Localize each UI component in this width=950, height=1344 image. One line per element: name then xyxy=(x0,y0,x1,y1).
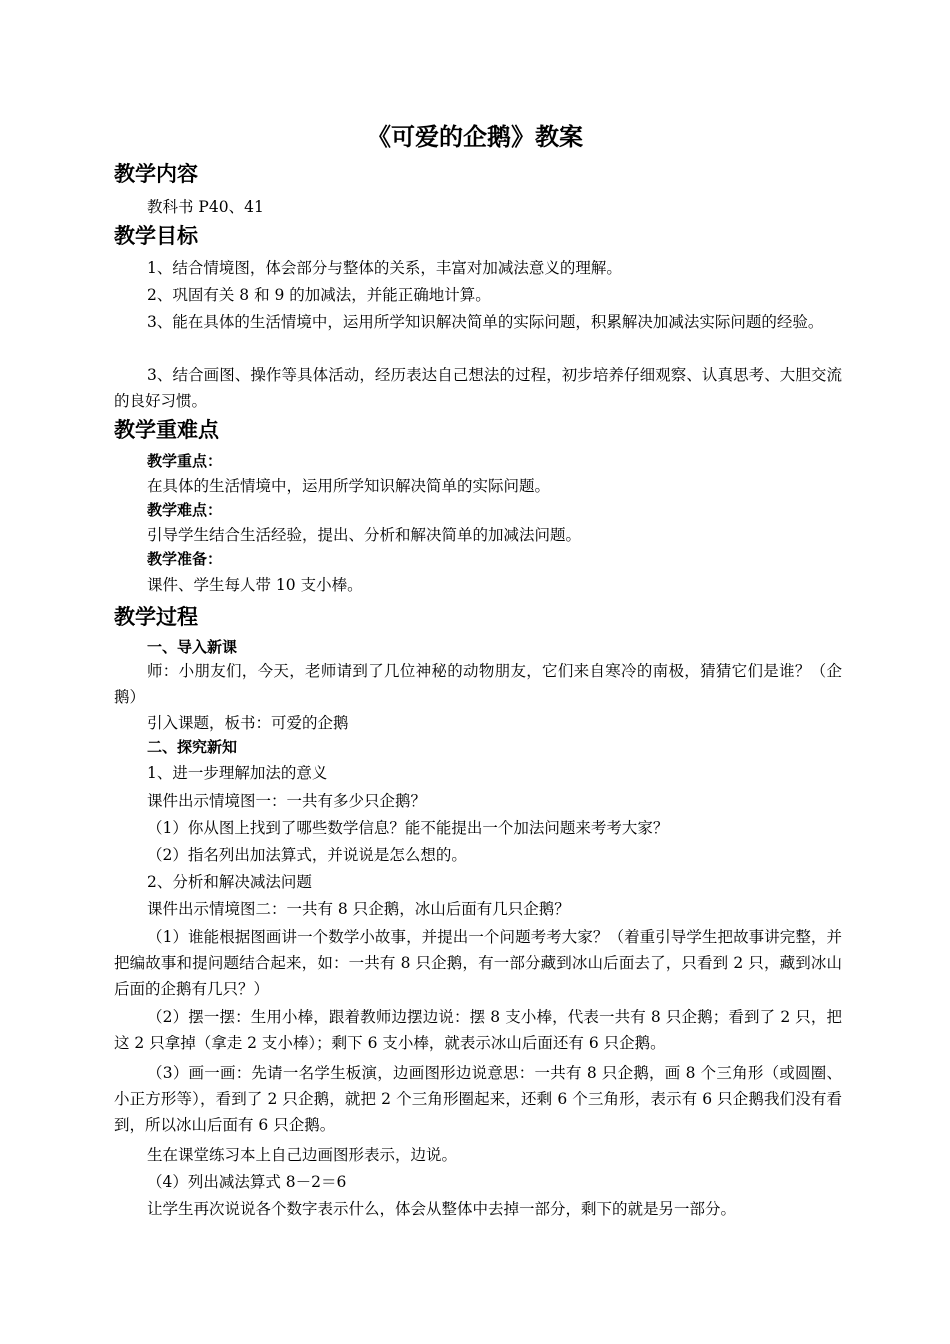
paragraph-step: 2、分析和解决减法问题 xyxy=(147,873,312,891)
paragraph-step: （2）摆一摆：生用小棒，跟着教师边摆边说：摆 8 支小棒，代表一共有 8 只企鹅；看到了 2 只，把这 2 只拿掉（拿走 2 支小棒）；剩下 6 支小棒，就表示冰山后面还有 6 只企鹅。 xyxy=(114,1008,842,1052)
paragraph-step: （2）指名列出加法算式，并说说是怎么想的。 xyxy=(147,846,467,864)
section-heading-content: 教学内容 xyxy=(114,161,198,186)
paragraph-step: 课件出示情境图一：一共有多少只企鹅？ xyxy=(147,792,427,810)
paragraph-step: （1）谁能根据图画讲一个数学小故事，并提出一个问题考考大家？（着重引导学生把故事讲完整，并把编故事和提问题结合起来，如：一共有 8 只企鹅，有一部分藏到冰山后面去了，只看到 2 只，藏到冰山后面的企鹅有几只？） xyxy=(114,928,842,998)
paragraph-step: 生在课堂练习本上自己边画图形表示，边说。 xyxy=(147,1146,458,1164)
paragraph-topic: 引入课题，板书：可爱的企鹅 xyxy=(147,714,349,732)
label-part-one: 一、导入新课 xyxy=(147,638,238,656)
goal-item: 2、巩固有关 8 和 9 的加减法，并能正确地计算。 xyxy=(147,286,491,304)
paragraph-step: （3）画一画：先请一名学生板演，边画图形边说意思：一共有 8 只企鹅，画 8 个三角形（或圆圈、小正方形等），看到了 2 只企鹅，就把 2 个三角形圈起来，还剩 6 个三角形，表示有 6 只企鹅我们没有看到，所以冰山后面有 6 只企鹅。 xyxy=(114,1064,842,1134)
section-heading-goals: 教学目标 xyxy=(114,223,198,248)
label-difficulty: 教学难点： xyxy=(147,501,223,519)
paragraph-key-point: 在具体的生活情境中，运用所学知识解决简单的实际问题。 xyxy=(147,477,551,495)
paragraph-step: （1）你从图上找到了哪些数学信息？能不能提出一个加法问题来考考大家？ xyxy=(147,819,669,837)
label-part-two: 二、探究新知 xyxy=(147,738,238,756)
document-title: 《可爱的企鹅》教案 xyxy=(367,122,583,151)
goal-item: 1、结合情境图，体会部分与整体的关系，丰富对加减法意义的理解。 xyxy=(147,259,622,277)
paragraph-textbook-pages: 教科书 P40、41 xyxy=(147,198,264,216)
paragraph-step: 1、进一步理解加法的意义 xyxy=(147,764,328,782)
paragraph-step: 让学生再次说说各个数字表示什么，体会从整体中去掉一部分，剩下的就是另一部分。 xyxy=(147,1200,737,1218)
paragraph-teacher-intro: 师：小朋友们，今天，老师请到了几位神秘的动物朋友，它们来自寒冷的南极，猜猜它们是谁？（企鹅） xyxy=(114,662,842,706)
paragraph-difficulty: 引导学生结合生活经验，提出、分析和解决简单的加减法问题。 xyxy=(147,526,582,544)
section-heading-process: 教学过程 xyxy=(114,604,198,629)
paragraph-step: （4）列出减法算式 8－2＝6 xyxy=(147,1173,347,1191)
label-key-point: 教学重点： xyxy=(147,452,223,470)
paragraph-step: 课件出示情境图二：一共有 8 只企鹅，冰山后面有几只企鹅？ xyxy=(147,900,570,918)
goal-item: 3、结合画图、操作等具体活动，经历表达自己想法的过程，初步培养仔细观察、认真思考、大胆交流的良好习惯。 xyxy=(114,366,842,410)
label-preparation: 教学准备： xyxy=(147,550,223,568)
paragraph-preparation: 课件、学生每人带 10 支小棒。 xyxy=(147,576,363,594)
section-heading-key-points: 教学重难点 xyxy=(114,417,219,442)
goal-item: 3、能在具体的生活情境中，运用所学知识解决简单的实际问题，积累解决加减法实际问题的经验。 xyxy=(147,313,824,331)
